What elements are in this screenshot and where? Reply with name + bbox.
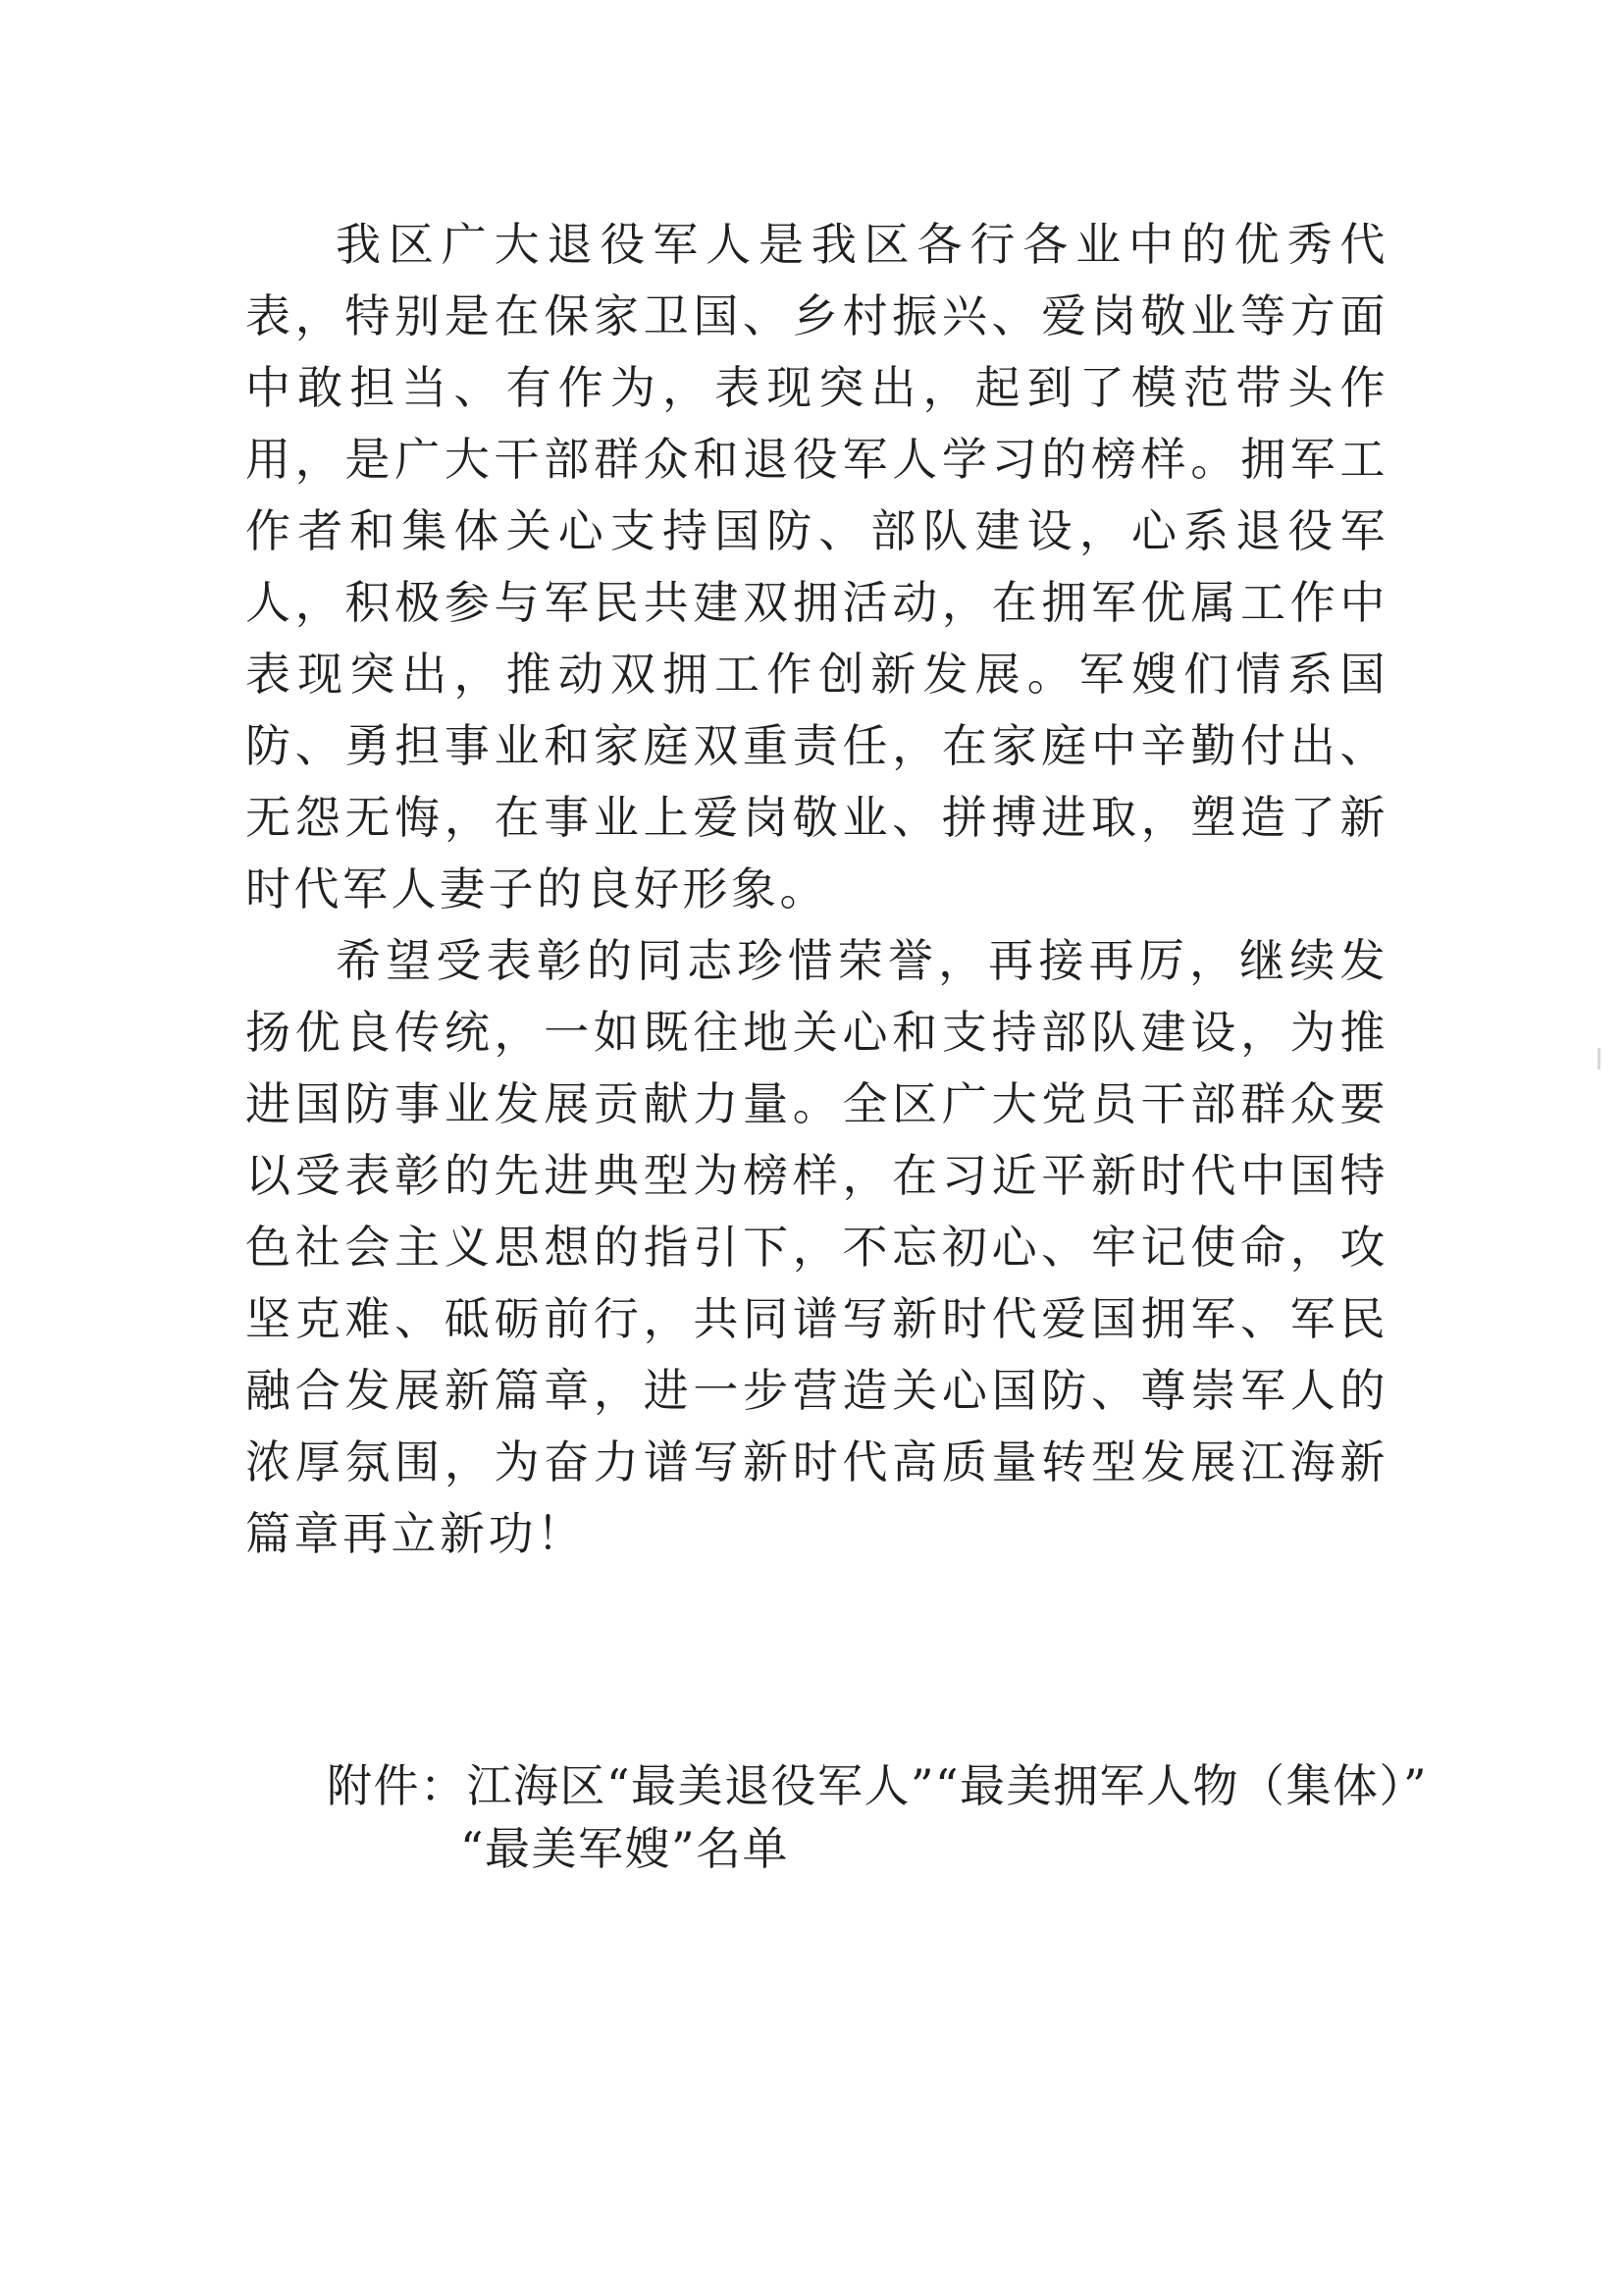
paragraph-2: 希望受表彰的同志珍惜荣誉，再接再厉，继续发扬优良传统，一如既往地关心和支持部队建设，为推进国防事业发展贡献力量。全区广大党员干部群众要以受表彰的先进典型为榜样，在习近平新时代中国特色社会主义思想的指引下，不忘初心、牢记使命，攻坚克难、砥砺前行，共同谱写新时代爱国拥军、军民融合发展新篇章，进一步营造关心国防、尊崇军人的浓厚氛围，为奋力谱写新时代高质量转型发展江海新篇章再立新功！: [245, 934, 1388, 1560]
scan-artifact: [1597, 1048, 1600, 1070]
attachment-line-1: 附件：江海区“最美退役军人”“最美拥军人物（集体）”: [327, 1759, 1429, 1812]
document-body: [245, 209, 1388, 1570]
paragraph-1: 我区广大退役军人是我区各行各业中的优秀代表，特别是在保家卫国、乡村振兴、爱岗敬业等方面中敢担当、有作为，表现突出，起到了模范带头作用，是广大干部群众和退役军人学习的榜样。拥军工作者和集体关心支持国防、部队建设，心系退役军人，积极参与军民共建双拥活动，在拥军优属工作中表现突出，推动双拥工作创新发展。军嫂们情系国防、勇担事业和家庭双重责任，在家庭中辛勤付出、无怨无悔，在事业上爱岗敬业、拼搏进取，塑造了新时代军人妻子的良好形象。: [245, 218, 1388, 915]
attachment-line-2: “最美军嫂”名单: [460, 1822, 790, 1875]
attachment-note: [327, 1754, 1429, 1880]
